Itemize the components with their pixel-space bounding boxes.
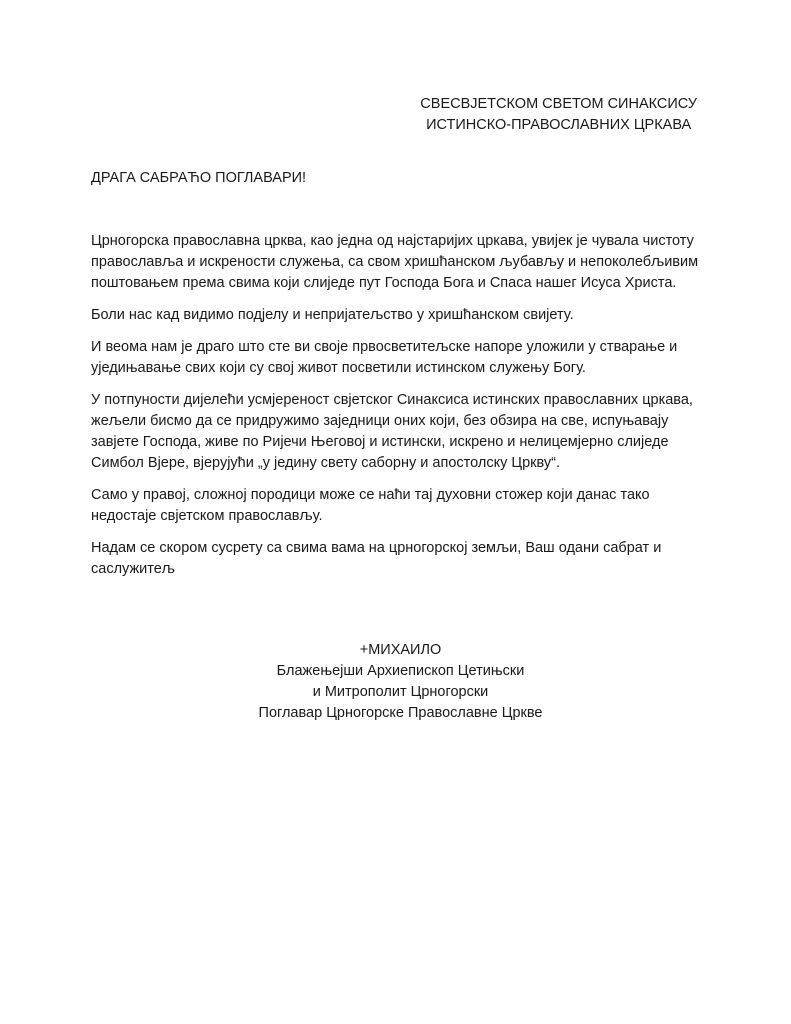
body-paragraph: Само у правој, сложној породици може се наћи тај духовни стожер који данас тако недостаје свјетском православљу.: [91, 487, 650, 524]
signatory-name: +МИХАИЛО: [359, 642, 442, 658]
body-paragraph: Боли нас кад видимо подјелу и непријатељство у хришћанском свијету.: [91, 307, 574, 323]
body-paragraph: У потпуности дијелећи усмјереност свјетског Синаксиса истинских православних цркава, жељели бисмо да се придружимо заједници оних који, без обзира на све, испуњавају завјете Господа, живе по Ријечи Његовој и истински, искрено и нелицемјерно слиједе Симбол Вјере, вјерујући „у једину свету саборну и апостолску Цркву“.: [91, 392, 693, 471]
addressee-line: ИСТИНСКО-ПРАВОСЛАВНИХ ЦРКАВА: [426, 117, 692, 133]
body-paragraph: И веома нам је драго што сте ви своје првосветитељске напоре уложили у стварање и уједињавање свих који су свој живот посветили истинском служењу Богу.: [91, 339, 678, 376]
letter-body: [91, 231, 711, 591]
body-paragraph: Црногорска православна црква, као једна од најстаријих цркава, увијек је чувала чистоту православља и искрености служења, са свом хришћанском љубављу и непоколебљивим поштовањем према свима који слиједе пут Господа Бога и Спаса нашег Исуса Христа.: [91, 233, 699, 291]
signature-block: [0, 640, 791, 724]
signatory-title: Блажењејши Архиепископ Цетињски: [276, 663, 525, 679]
addressee-block: [420, 94, 697, 136]
body-paragraph: Надам се скором сусрету са свима вама на црногорској земљи, Ваш одани сабрат и саслужитељ: [91, 540, 662, 577]
addressee-line: СВЕСВЈЕТСКОМ СВЕТОМ СИНАКСИСУ: [420, 96, 697, 112]
signatory-title: Поглавар Црногорске Православне Цркве: [258, 705, 543, 721]
salutation: ДРАГА САБРАЋО ПОГЛАВАРИ!: [91, 170, 307, 186]
signatory-title: и Митрополит Црногорски: [312, 684, 489, 700]
